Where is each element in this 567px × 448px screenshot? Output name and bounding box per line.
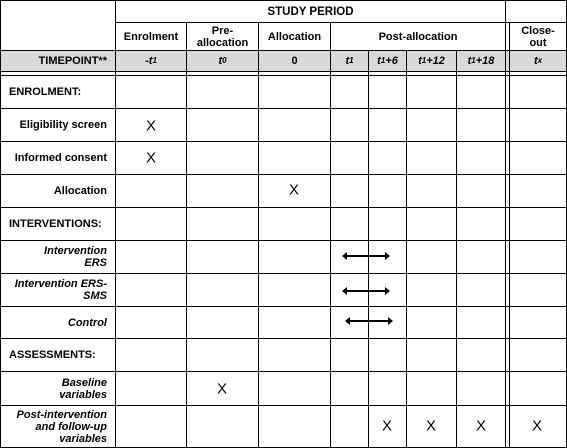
- allocation-header: Allocation: [267, 30, 322, 43]
- enrolment-header: Enrolment: [123, 30, 179, 43]
- mark-consent-enrolment: X: [145, 149, 157, 167]
- arrow-control: [349, 320, 389, 322]
- study-period-heading: STUDY PERIOD: [267, 5, 354, 18]
- grid-line: [368, 50, 369, 448]
- row-label-followup-variables: Post-intervention and follow-up variables: [16, 408, 107, 445]
- timepoint-pre-allocation: t 0: [218, 55, 227, 67]
- grid-line: [505, 0, 506, 448]
- grid-line: [509, 22, 510, 448]
- post-allocation-header: Post-allocation: [378, 30, 458, 43]
- timepoint-label: TIMEPOINT**: [38, 55, 107, 67]
- row-label-intervention-ers: Intervention ERS: [44, 245, 107, 269]
- timepoint-t1: t 1: [345, 55, 354, 67]
- mark-baseline-pre-allocation: X: [216, 380, 228, 398]
- arrow-intervention-ers: [346, 255, 386, 257]
- row-label-control: Control: [67, 316, 107, 329]
- timepoint-t1-plus-6: t 1 +6: [377, 55, 398, 67]
- grid-line: [186, 22, 187, 448]
- section-enrolment: ENROLMENT:: [9, 86, 82, 98]
- grid-line: [406, 50, 407, 448]
- close-out-header: Close-out: [521, 24, 555, 49]
- row-label-allocation: Allocation: [53, 185, 107, 197]
- mark-followup-close-out: X: [531, 417, 543, 435]
- timepoint-allocation: 0: [291, 55, 298, 67]
- timepoint-enrolment: -t 1: [145, 55, 157, 67]
- section-interventions: INTERVENTIONS:: [9, 218, 102, 230]
- section-assessments: ASSESSMENTS:: [9, 349, 96, 361]
- grid-line: [258, 22, 259, 448]
- row-label-eligibility-screen: Eligibility screen: [19, 119, 107, 131]
- grid-line: [456, 50, 457, 448]
- timepoint-close-out: t x: [533, 55, 543, 67]
- grid-line: [0, 71, 567, 72]
- grid-line: [330, 22, 331, 448]
- timepoint-t1-plus-12: t 1 +12: [418, 55, 445, 67]
- mark-eligibility-enrolment: X: [145, 117, 157, 135]
- mark-followup-t1-plus-18: X: [475, 417, 487, 435]
- pre-allocation-header: Pre-allocation: [196, 24, 249, 49]
- arrow-intervention-ers-sms: [346, 290, 386, 292]
- row-label-informed-consent: Informed consent: [14, 152, 107, 164]
- timepoint-t1-plus-18: t 1 +18: [467, 55, 495, 67]
- mark-allocation: X: [288, 181, 300, 199]
- row-label-intervention-ers-sms: Intervention ERS-SMS: [14, 278, 107, 302]
- mark-followup-t1-plus-12: X: [425, 417, 437, 435]
- mark-followup-t1-plus-6: X: [381, 417, 393, 435]
- row-label-baseline-variables: Baseline variables: [59, 376, 107, 401]
